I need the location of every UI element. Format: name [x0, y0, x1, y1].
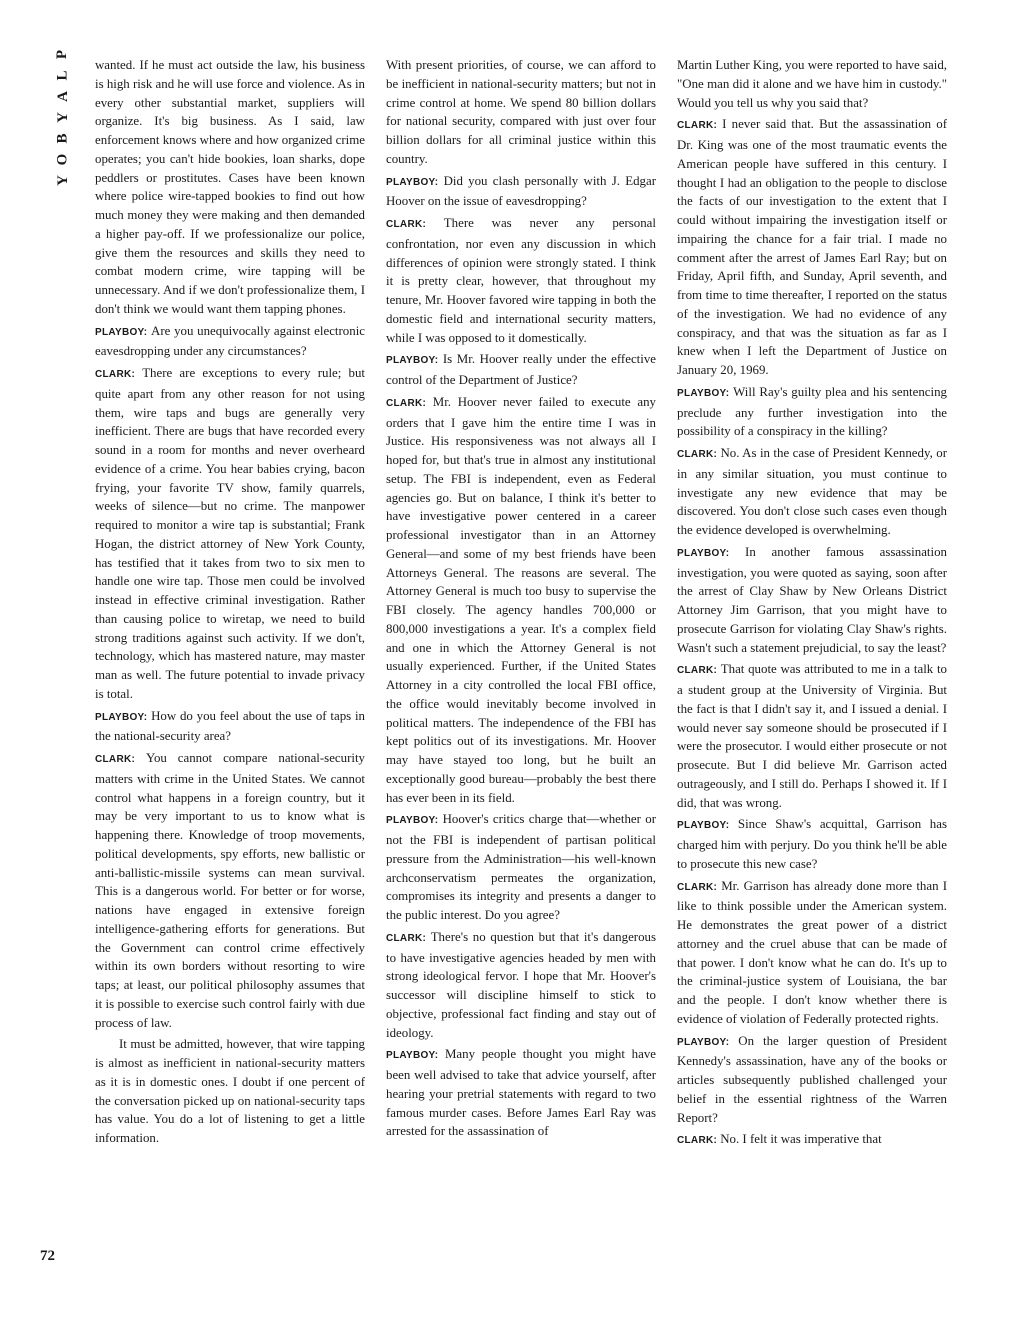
text-column-1 — [95, 56, 365, 1306]
speaker-label: PLAYBOY: — [386, 815, 439, 827]
paragraph — [95, 1035, 365, 1148]
speaker-label: PLAYBOY: — [677, 1036, 730, 1048]
paragraph-text: wanted. If he must act outside the law, his business is high risk and he will use force and violence. As in every other substantial market, suppliers will organize. It's big business. As I said, law enforcement knows where and how organized crime operates; you can't hide bookies, loan sharks, dope peddlers or prostitutes. Cases have been known where police wire-tapped bookies to find out how much money they were making and then demanded a higher pay-off. If we professionalize our police, give them the resources and skills they need to combat modern crime, wire tapping will be unnecessary. And if we don't professionalize them, I don't think we would want them tapping phones. — [95, 58, 365, 316]
paragraph-text: That quote was attributed to me in a talk to a student group at the University of Virginia. But the fact is that I didn't say it, and I issued a denial. I would never say someone should be prosecuted if I were the prosecutor. I would either prosecute or not prosecute. But I did believe Mr. Garrison acted outrageously, and I still do. Perhaps I showed it. If I did, that was wrong. — [677, 662, 947, 810]
paragraph — [95, 56, 365, 319]
paragraph-text: Hoover's critics charge that—whether or not the FBI is independent of partisan political pressure from the Administration—his well-known archconservatism permeates the organization, compromises its integrity and presents a danger to the public interest. Do you agree? — [386, 812, 656, 922]
paragraph — [677, 444, 947, 540]
paragraph — [677, 660, 947, 812]
paragraph-text: Since Shaw's acquittal, Garrison has charged him with perjury. Do you think he'll be able to prosecute this new case? — [677, 817, 947, 871]
paragraph — [386, 1045, 656, 1141]
speaker-label: PLAYBOY: — [386, 176, 439, 188]
paragraph-text: There's no question but that it's dangerous to have investigative agencies headed by men with strong ideological fervor. I hope that Mr. Hoover's successor will discipline himself to stick to objective, professional fact finding and stay out of ideology. — [386, 929, 656, 1040]
text-column-3 — [677, 56, 947, 1306]
running-head-letter: L — [54, 70, 71, 81]
paragraph — [386, 350, 656, 390]
speaker-label: PLAYBOY: — [386, 1050, 439, 1062]
paragraph — [386, 56, 656, 169]
paragraph-text: With present priorities, of course, we can afford to be inefficient in national-security matters; but not in crime control at home. We spend 80 billion dollars for national security, compared with just over four billion dollars for all criminal justice within this country. — [386, 58, 656, 166]
paragraph-text: Is Mr. Hoover really under the effective control of the Department of Justice? — [386, 352, 656, 387]
paragraph-text: No. As in the case of President Kennedy, or in any similar situation, you must continue to investigate any new evidence that may be discovered. You don't close such cases even though the evidence developed is overwhelming. — [677, 446, 947, 537]
paragraph-text: Many people thought you might have been well advised to take that advice yourself, after hearing your pretrial statements with regard to two famous murder cases. Before James Earl Ray was arrested for the assassination of — [386, 1047, 656, 1139]
paragraph-text: In another famous assassination investigation, you were quoted as saying, soon after the arrest of Clay Shaw by New Orleans District Attorney Jim Garrison, that you might have to prosecute Garrison for violating Clay Shaw's rights. Wasn't such a statement prejudicial, to say the least? — [677, 544, 947, 655]
paragraph-text: Are you unequivocally against electronic eavesdropping under any circumstances? — [95, 323, 365, 359]
paragraph — [95, 364, 365, 704]
paragraph — [677, 877, 947, 1029]
speaker-label: CLARK: — [677, 1135, 718, 1147]
paragraph — [386, 928, 656, 1043]
running-head-letter: Y — [54, 112, 71, 123]
paragraph-text: I never said that. But the assassination of Dr. King was one of the most traumatic events the American people have suffered in this century. I thought I had an obligation to the people to disclose the facts of our investigation to the extent that I could without impairing the investigation itself or impairing the chance for a fair trial. I made no comment after the arrest of James Earl Ray; but on Friday, April fifth, and Sunday, April seventh, and from time to time thereafter, I reported on the status of the investigation. We had no evidence of any conspiracy, and that was the situation as far as I knew when I left the Department of Justice on January 20, 1969. — [677, 117, 947, 377]
paragraph — [677, 815, 947, 873]
paragraph-text: Did you clash personally with J. Edgar Hoover on the issue of eavesdropping? — [386, 173, 656, 209]
paragraph — [677, 383, 947, 441]
paragraph — [677, 115, 947, 380]
paragraph — [386, 393, 656, 808]
speaker-label: PLAYBOY: — [677, 820, 730, 832]
paragraph — [95, 707, 365, 747]
speaker-label: CLARK: — [386, 219, 427, 230]
speaker-label: CLARK: — [95, 754, 136, 765]
paragraph — [677, 1130, 947, 1151]
speaker-label: PLAYBOY: — [677, 547, 730, 559]
running-head-letter: O — [54, 153, 71, 166]
paragraph-text: Will Ray's guilty plea and his sentencing preclude any further investigation into the possibility of a conspiracy in the killing? — [677, 384, 947, 439]
paragraph — [677, 1032, 947, 1128]
paragraph — [386, 810, 656, 925]
running-head-letter: A — [54, 91, 71, 102]
speaker-label: PLAYBOY: — [677, 387, 730, 399]
speaker-label: CLARK: — [677, 665, 718, 677]
paragraph-text: How do you feel about the use of taps in the national-security area? — [95, 708, 365, 744]
paragraph-text: There was never any personal confrontation, nor even any discussion in which differences of opinion were strongly stated. I think it is pretty clear, however, that throughout my tenure, Mr. Hoover favored wire tapping in both the domestic field and international security matters, while I was opposed to it domestically. — [386, 216, 656, 345]
running-head-letter: Y — [54, 175, 71, 186]
paragraph-text: You cannot compare national-security matters with crime in the United States. We cannot control what happens in a foreign country, but it may be very important to us to know what is happening there. Knowledge of troop movements, political developments, spy efforts, new ballistic or anti-ballistic-missile systems can mean survival. This is a dangerous world. For better or for worse, nations have engaged in extensive foreign intelligence-gathering efforts for generations. But the Government can control crime effectively within its own borders without resorting to wire taps; at least, our political philosophy assumes that it is possible to exercise such control fairly with due process of law. — [95, 751, 365, 1030]
speaker-label: CLARK: — [677, 120, 718, 132]
paragraph — [95, 322, 365, 362]
paragraph-text: No. I felt it was imperative that — [720, 1132, 882, 1147]
paragraph — [386, 172, 656, 212]
paragraph — [95, 749, 365, 1032]
paragraph-text: Mr. Garrison has already done more than I like to think possible under the American system. He demonstrates the great power of a district attorney and the cruel abuse that can be made of that power. I don't know what he can do. It's up to the criminal-justice system of Louisiana, the bar and the people. I don't know whether there is evidence of violation of Federally protected rights. — [677, 878, 947, 1026]
speaker-label: PLAYBOY: — [386, 355, 439, 367]
speaker-label: PLAYBOY: — [95, 326, 148, 338]
paragraph-text: It must be admitted, however, that wire tapping is almost as inefficient in national-security matters as it is in domestic ones. I doubt if one percent of the conversation picked up on national-security taps has value. You do a lot of listening to get a little information. — [95, 1037, 365, 1145]
speaker-label: CLARK: — [386, 397, 427, 409]
speaker-label: CLARK: — [677, 881, 718, 893]
speaker-label: CLARK: — [677, 449, 718, 460]
running-head-letter: P — [54, 49, 71, 60]
paragraph-text: On the larger question of President Kennedy's assassination, have any of the books or articles subsequently published challenged your belief in the essential rightness of the Warren Report? — [677, 1033, 947, 1125]
page-number: 72 — [40, 1248, 55, 1264]
running-head — [52, 44, 74, 191]
paragraph — [677, 543, 947, 658]
paragraph-text: Martin Luther King, you were reported to have said, "One man did it alone and we have him in custody." Would you tell us why you said that? — [677, 58, 947, 110]
speaker-label: PLAYBOY: — [95, 711, 148, 723]
paragraph-text: Mr. Hoover never failed to execute any orders that I gave him the entire time I was in Justice. His responsiveness was not always all I hoped for, but that's true in almost any institutional setup. The FBI is independent, even as Federal agencies go. But on balance, I think it's better to have investigative power centered in a career professional investigator than in an Attorney General—and some of my best friends have been Attorneys General. The reasons are several. The Attorney General is much too busy to supervise the FBI closely. The agency handles 700,000 or 800,000 investigations a year. It's a complex field and one in which the Attorney General is not usually experienced. Further, if the United States Attorney in a city controlled the local FBI office, the office would inevitably become involved in political matters. The independence of the FBI has kept politics out of its investigations. Mr. Hoover may have stayed too long, but he built an exceptionally good bureau—probably the best there has ever been in its field. — [386, 394, 656, 805]
text-column-2 — [386, 56, 656, 1306]
running-head-letter: B — [54, 133, 71, 144]
paragraph-text: There are exceptions to every rule; but quite apart from any other reason for not using them, wire taps and bugs are generally very inefficient. There are bugs that have recorded every sound in a room for months and never overheard evidence of a crime. You hear babies crying, bacon frying, your favorite TV show, family quarrels, weeks of silence—but no crime. The manpower required to monitor a wire tap is substantial; Frank Hogan, the district attorney of New York County, has testified that it takes from two to six men to handle one wire tap. Those men could be involved instead in effective criminal investigation. Rather than causing police to wiretap, we need to build strong traditions against such activity. If we don't, technology, which has mastered nature, may master man as well. The future potential to invade privacy is total. — [95, 366, 365, 701]
speaker-label: CLARK: — [95, 369, 136, 380]
speaker-label: CLARK: — [386, 932, 427, 944]
paragraph — [386, 214, 656, 347]
paragraph — [677, 56, 947, 112]
